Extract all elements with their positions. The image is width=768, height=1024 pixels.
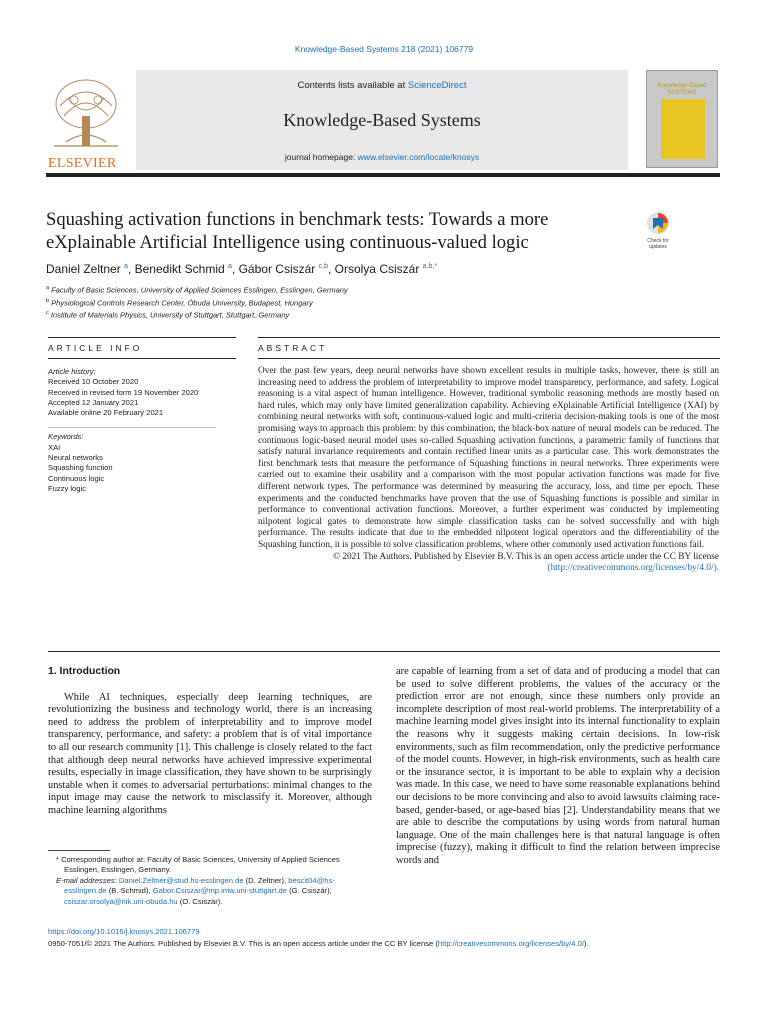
author-name[interactable]: Gábor Csiszár (238, 262, 316, 276)
body-paragraph: are capable of learning from a set of data and of producing a model that can be used to solve different problems, the values of the accuracy or the prediction error are not enough, since these numbers only provide an incomplete description of most real-world problems. The interpretability of a machine learning model gives insight into its internal functionality to explain the reasons why it suggests making certain decisions. In low-risk environments, such as film recommendation, only the predictive performance of the model counts. However, in high-risk environments, such as health care or the insurance sector, it is important to be able to explain why a decision was made. In this case, we need to have some reasonable explanations behind our decisions to be more convincing and also to avoid lawsuits claiming race-based, gender-based, or age-based bias [2]. Understandability means that we are able to describe the computations by using words from natural human language. One of the main challenges here is that natural language is often imprecise (fuzzy), making it difficult to find the relation between imprecise words and (396, 666, 720, 866)
article-info-sub-rule (48, 358, 236, 359)
journal-header (46, 70, 720, 172)
body-right-column (396, 666, 720, 868)
history-item: Received 10 October 2020 (48, 377, 139, 387)
affiliation-text: Physiological Controls Research Center, Óbuda University, Budapest, Hungary (51, 298, 313, 307)
contents-line (136, 80, 628, 91)
author-name[interactable]: Orsolya Csiszár (334, 262, 420, 276)
author-affil-marker[interactable]: a,b,* (422, 263, 438, 270)
email-link[interactable]: csiszar.orsolya@nik.uni-obuda.hu (64, 896, 178, 906)
journal-banner (136, 70, 628, 170)
cover-title: Knowledge-Based SYSTEMS (657, 83, 707, 96)
email-link[interactable]: Gabor.Csiszar@mp.imw.uni-stuttgart.de (152, 886, 287, 896)
email-addresses (48, 876, 370, 907)
author-affil-marker[interactable]: a (228, 263, 232, 270)
check-for-updates-label-2: updates (649, 244, 667, 250)
abstract-copyright: © 2021 The Authors. Published by Elsevier B.V. This is an open access article under the CC BY license (332, 551, 719, 562)
journal-reference[interactable]: Knowledge-Based Systems 218 (2021) 106779 (294, 44, 474, 54)
keyword: Fuzzy logic (48, 483, 86, 493)
email-label: E-mail addresses: (56, 875, 117, 885)
contents-prefix: Contents lists available at (297, 80, 408, 91)
author-name[interactable]: Daniel Zeltner (46, 262, 121, 276)
body-top-rule (48, 651, 720, 652)
author-list: Daniel Zeltner $^a$, Benedikt Schmid $^a$, Gábor Csiszár $^{c,b}$, Orsolya Csiszár $^{a,b,*}$ (46, 262, 438, 276)
article-title: Squashing activation functions in benchmark tests: Towards a more eXplainable Artificial Intelligence using continuous-valued logic (46, 209, 549, 253)
abstract-sub-rule (258, 358, 720, 359)
footnotes (48, 855, 370, 907)
body-left-column (48, 666, 372, 818)
homepage-link[interactable]: www.elsevier.com/locate/knosys (357, 152, 480, 162)
abstract (258, 366, 719, 575)
info-divider (48, 418, 216, 428)
license-link[interactable] (258, 563, 719, 575)
keyword: XAI (48, 442, 61, 452)
history-item: Accepted 12 January 2021 (48, 397, 139, 407)
bottom-matter (48, 926, 728, 950)
abstract-top-rule (258, 337, 720, 338)
author-affil-marker[interactable]: a (124, 263, 128, 270)
publisher-wordmark: ELSEVIER (48, 156, 117, 171)
email-owner: (G. Csiszár), (289, 886, 332, 896)
cover-art-icon (661, 99, 705, 159)
article-info-top-rule (48, 337, 236, 338)
history-item: Available online 20 February 2021 (48, 408, 164, 418)
license-url-link[interactable]: http://creativecommons.org/licenses/by/4.0/ (437, 939, 584, 948)
email-owner: (O. Csiszár). (177, 896, 223, 906)
author-name[interactable]: Benedikt Schmid (134, 262, 225, 276)
affiliation-text: Institute of Materials Physics, University of Stuttgart, Stuttgart, Germany (50, 310, 290, 320)
check-for-updates-icon (640, 210, 676, 250)
affiliation (46, 283, 348, 296)
journal-title: Knowledge-Based Systems (283, 110, 481, 130)
affiliation-marker: b (46, 297, 50, 304)
footnote-divider (48, 850, 110, 851)
elsevier-tree-icon (46, 76, 128, 152)
article-info-heading: ARTICLE INFO (48, 343, 143, 353)
body-paragraph: While AI techniques, especially deep learning techniques, are revolutionizing the business and technology world, there is an increasing need to address the problem of interpretability and to improve model transparency, performance, and safety: a problem that is of vital importance to all our research community [1]. This challenge is closely related to the fact that although deep neural networks have achieved impressive experimental results, especially in image classification, they have shown to be surprisingly unstable when it comes to adversarial perturbations: minimal changes to the input image may cause the network to misclassify it. Moreover, although machine learning algorithms (48, 691, 372, 816)
history-item: Received in revised form 19 November 2020 (48, 387, 199, 397)
email-link[interactable]: Daniel.Zeltner@stud.hs-esslingen.de (118, 875, 244, 885)
affiliation (46, 308, 348, 321)
affiliation (46, 296, 348, 309)
homepage-label: journal homepage: (284, 152, 358, 162)
keyword: Neural networks (48, 453, 103, 463)
header-divider (46, 173, 720, 177)
keyword: Continuous logic (48, 473, 105, 483)
email-owner: (B. Schmid), (106, 886, 153, 896)
doi-link[interactable]: https://doi.org/10.1016/j.knosys.2021.106779 (48, 927, 200, 936)
affiliation-marker: c (46, 310, 49, 316)
affiliation-list (46, 283, 348, 321)
affiliation-text: Faculty of Basic Sciences, University of Applied Sciences Esslingen, Esslingen, Germany (51, 285, 348, 295)
elsevier-logo (46, 76, 128, 170)
license-line (48, 938, 728, 950)
keywords-label: Keywords: (48, 432, 84, 442)
section-heading: 1. Introduction (48, 666, 121, 677)
sciencedirect-link[interactable]: ScienceDirect (407, 80, 467, 91)
email-owner: (D. Zeltner), (243, 875, 287, 885)
license-text: 0950-7051/© 2021 The Authors. Published by Elsevier B.V. This is an open access article under the CC BY license ( (48, 939, 438, 948)
abstract-text: Over the past few years, deep neural networks have shown excellent results in multiple tasks, however, there is still an increasing need to address the problem of interpretability to improve model transparency, performance, and safety. Logical reasoning is a vital aspect of human intelligence. However, traditional symbolic reasoning methods are mostly based on hard rules, which may only have limited generalization capability. Achieving eXplainable Artificial Intelligence (XAI) by combining neural networks with soft, continuous-valued logic and multi-criteria decision-making tools is one of the most promising ways to approach this problem: by this combination, the black-box nature of neural models can be reduced. The continuous logic-based neural model uses so-called Squashing activation functions, a parametric family of functions that satisfy natural invariance requirements and contain rectified linear units as a particular case. This work demonstrates the first benchmark tests that measure the performance of Squashing functions in neural networks. Three experiments were carried out to examine their usability and a comparison with the most popular activation functions was made for five different network types. The performance was determined by measuring the accuracy, loss, and time per epoch. These experiments and the conducted benchmarks have proven that the use of Squashing functions is possible and similar in performance to conventional activation functions. Moreover, a further experiment was conducted by implementing nilpotent logical gates to demonstrate how simple classification tasks can be solved successfully and with high performance. The results indicate that due to the embedded nilpotent logical operators and the differentiability of the Squashing function, it is possible to solve classification problems, where other commonly used activation functions fail. (258, 366, 719, 550)
corresponding-author-note: * Corresponding author at: Faculty of Basic Sciences, University of Applied Sciences Esslingen, Esslingen, Germany. (56, 855, 340, 875)
email-link[interactable]: bescit04@hs-esslingen.de (64, 875, 335, 896)
author-affil-marker[interactable]: c,b (318, 263, 328, 270)
check-for-updates-label: Check for (647, 238, 669, 244)
affiliation-marker: a (46, 285, 50, 291)
article-info (48, 367, 228, 494)
journal-cover[interactable] (646, 70, 718, 168)
license-url[interactable]: (http://creativecommons.org/licenses/by/4.0/). (547, 563, 719, 574)
homepage-line (136, 152, 628, 162)
check-for-updates-badge[interactable] (640, 210, 676, 250)
license-end: ). (583, 939, 589, 948)
abstract-heading: ABSTRACT (258, 343, 328, 353)
history-label: Article history: (48, 367, 96, 376)
keyword: Squashing function (48, 463, 113, 473)
